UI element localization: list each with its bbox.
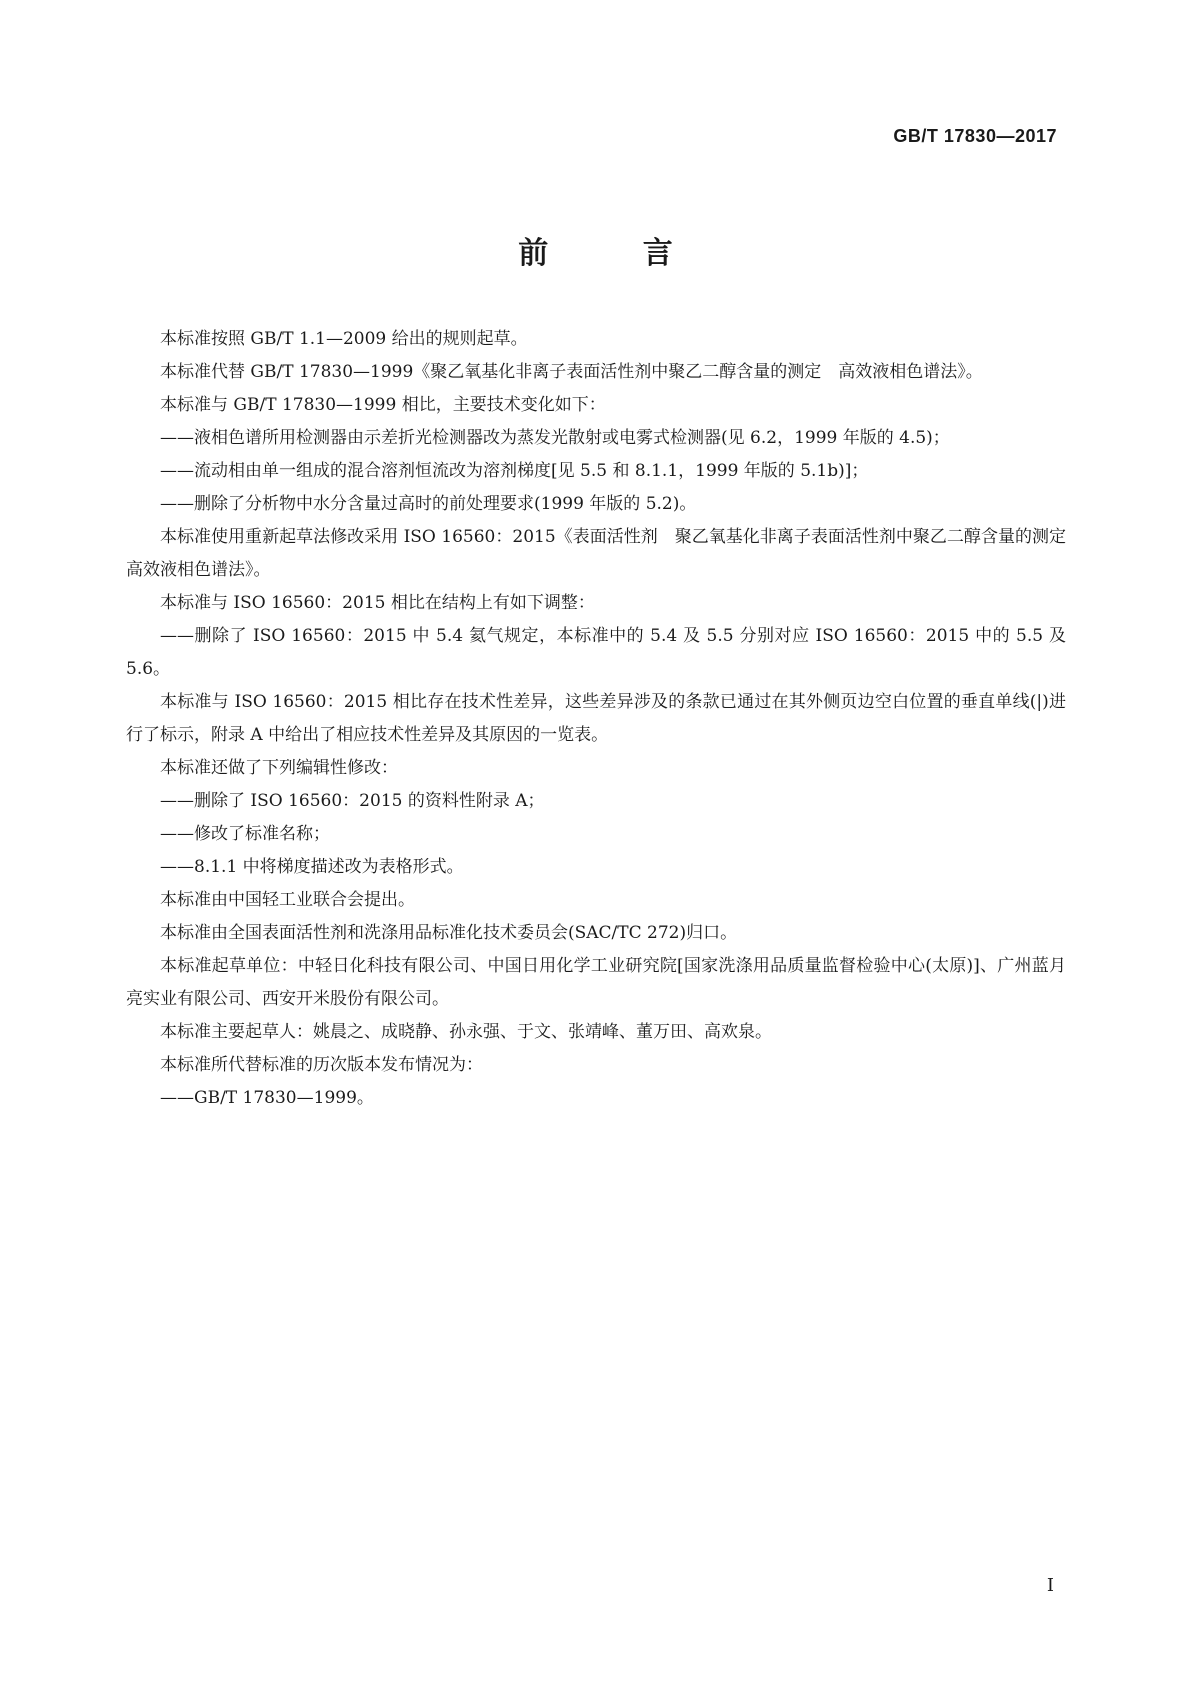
foreword-body	[126, 323, 1083, 1115]
page-title: 前 言	[518, 236, 715, 271]
paragraph: 本标准代替 GB/T 17830—1999《聚乙氧基化非离子表面活性剂中聚乙二醇含量的测定 高效液相色谱法》。	[160, 362, 983, 382]
paragraph: 本标准与 GB/T 17830—1999 相比，主要技术变化如下：	[160, 395, 606, 415]
paragraph: 本标准还做了下列编辑性修改：	[160, 758, 398, 778]
paragraph: 本标准与 ISO 16560：2015 相比存在技术性差异，这些差异涉及的条款已通过在其外侧页边空白位置的垂直单线(|)进行了标示，附录 A 中给出了相应技术性差异及其原因的一览表。	[126, 692, 1066, 745]
dash-list-item: ——GB/T 17830—1999。	[160, 1088, 374, 1108]
paragraph: 本标准主要起草人：姚晨之、成晓静、孙永强、于文、张靖峰、董万田、高欢泉。	[160, 1022, 772, 1042]
paragraph: 本标准由全国表面活性剂和洗涤用品标准化技术委员会(SAC/TC 272)归口。	[160, 923, 738, 943]
dash-list-item: ——流动相由单一组成的混合溶剂恒流改为溶剂梯度[见 5.5 和 8.1.1，1999 年版的 5.1b)]；	[160, 461, 869, 481]
paragraph: 本标准所代替标准的历次版本发布情况为：	[160, 1055, 483, 1075]
page-number: I	[1046, 1575, 1054, 1596]
dash-list-item: ——液相色谱所用检测器由示差折光检测器改为蒸发光散射或电雾式检测器(见 6.2，1999 年版的 4.5)；	[160, 428, 950, 448]
dash-list-item: ——修改了标准名称；	[160, 824, 330, 844]
dash-list-item: ——删除了 ISO 16560：2015 中 5.4 氦气规定，本标准中的 5.4 及 5.5 分别对应 ISO 16560：2015 中的 5.5 及 5.6。	[126, 626, 1066, 679]
paragraph: 本标准与 ISO 16560：2015 相比在结构上有如下调整：	[160, 593, 595, 613]
paragraph: 本标准按照 GB/T 1.1—2009 给出的规则起草。	[160, 329, 528, 349]
dash-list-item: ——8.1.1 中将梯度描述改为表格形式。	[160, 857, 464, 877]
paragraph: 本标准由中国轻工业联合会提出。	[160, 890, 415, 910]
standard-code: GB/T 17830—2017	[893, 126, 1057, 146]
dash-list-item: ——删除了分析物中水分含量过高时的前处理要求(1999 年版的 5.2)。	[160, 494, 697, 514]
paragraph: 本标准使用重新起草法修改采用 ISO 16560：2015《表面活性剂 聚乙氧基化非离子表面活性剂中聚乙二醇含量的测定 高效液相色谱法》。	[126, 527, 1083, 580]
dash-list-item: ——删除了 ISO 16560：2015 的资料性附录 A；	[160, 791, 545, 811]
paragraph: 本标准起草单位：中轻日化科技有限公司、中国日用化学工业研究院[国家洗涤用品质量监督检验中心(太原)]、广州蓝月亮实业有限公司、西安开米股份有限公司。	[126, 956, 1066, 1009]
